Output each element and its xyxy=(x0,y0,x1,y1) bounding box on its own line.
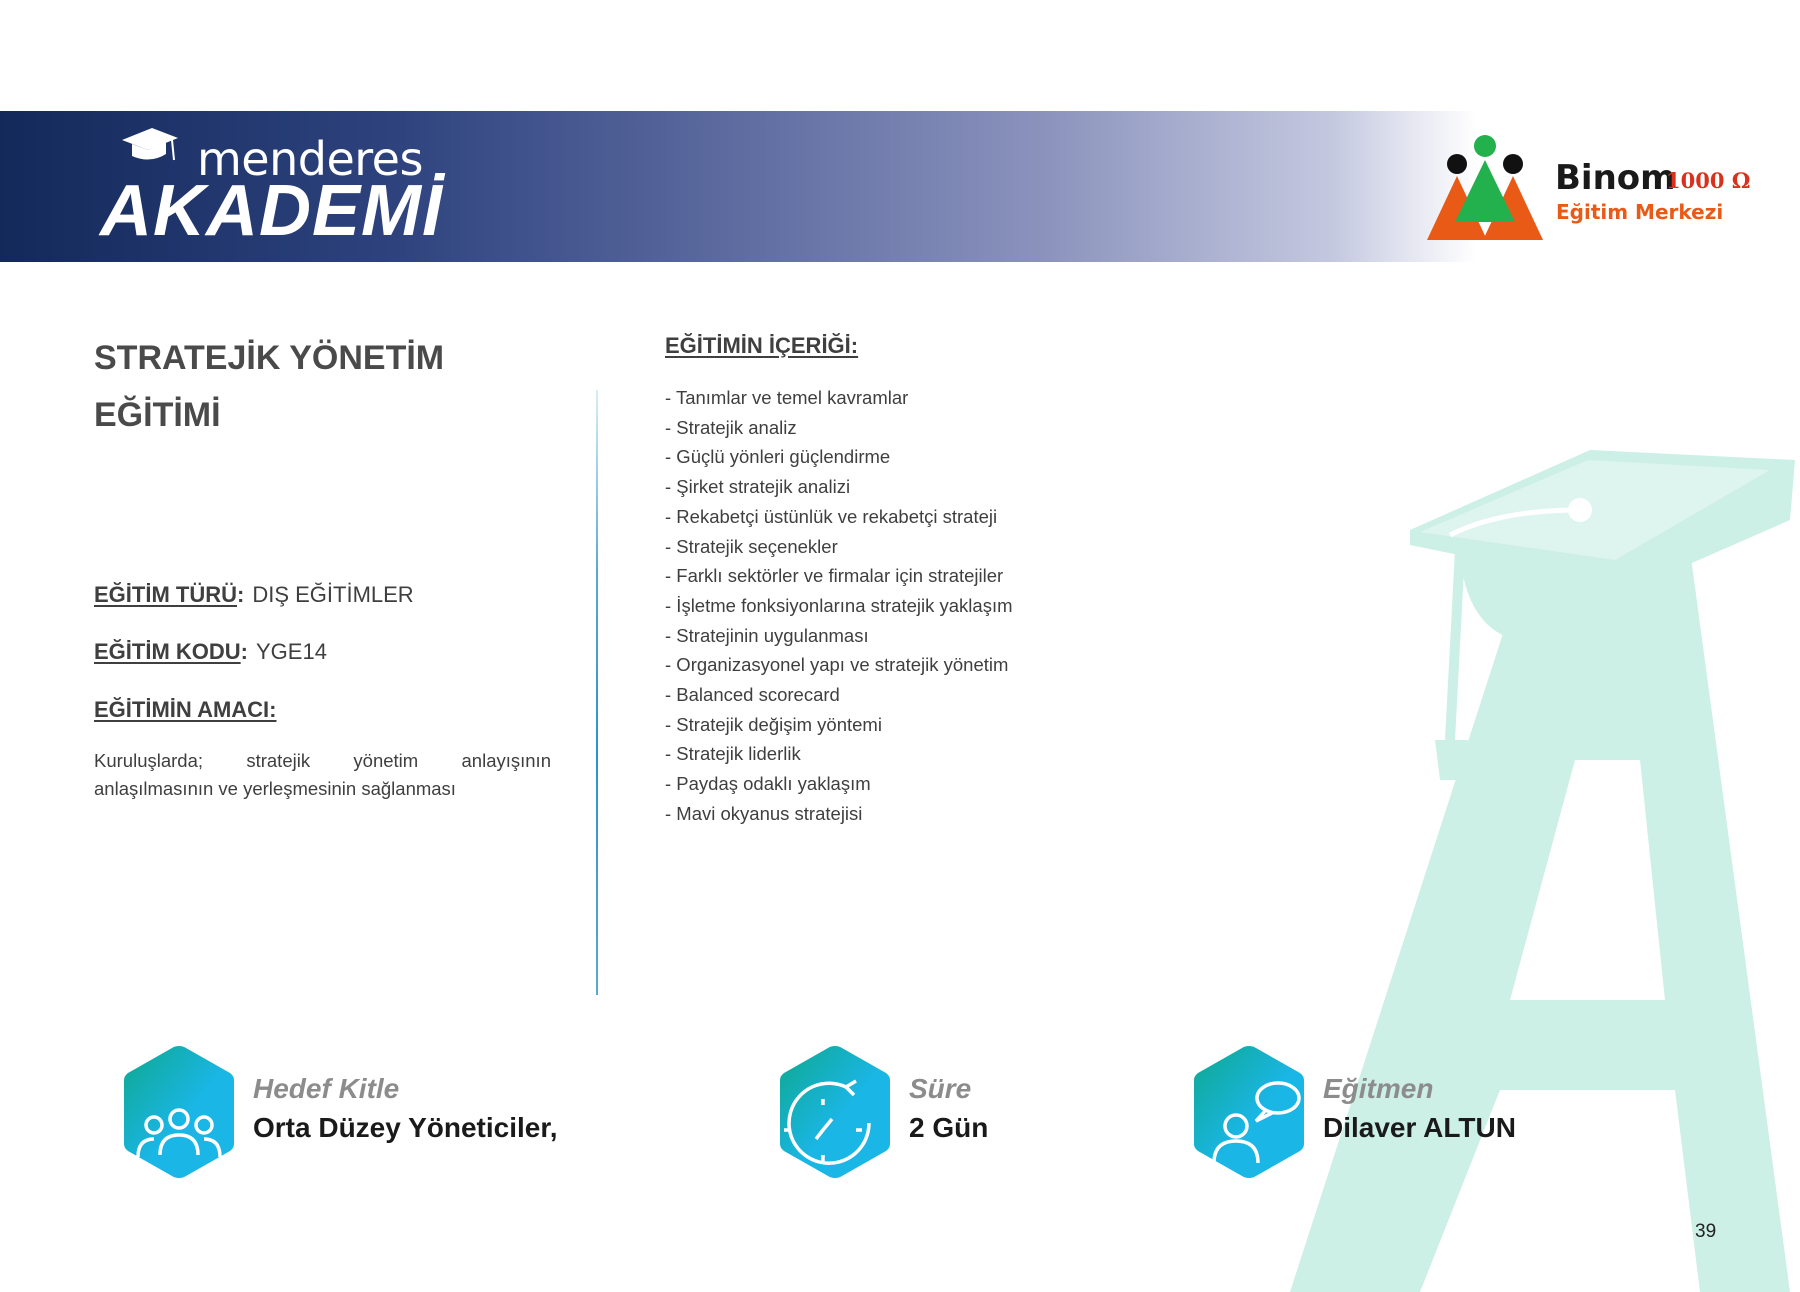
list-item: - Tanımlar ve temel kavramlar xyxy=(665,387,909,408)
list-item: - Organizasyonel yapı ve stratejik yönetim xyxy=(665,654,1009,676)
training-code-value: YGE14 xyxy=(256,639,327,664)
purpose-heading: EĞİTİMİN AMACI: xyxy=(94,697,277,722)
trainer-block xyxy=(1190,1043,1590,1183)
people-icon xyxy=(120,1043,238,1181)
title-line-1: STRATEJİK YÖNETİM xyxy=(94,339,445,377)
binom-number: 1000 Ω xyxy=(1666,168,1751,193)
list-item: - Şirket stratejik analizi xyxy=(665,476,851,498)
training-type-label: EĞİTİM TÜRÜ xyxy=(94,582,237,607)
page-title xyxy=(94,330,564,444)
training-code-label: EĞİTİM KODU xyxy=(94,639,241,664)
training-type-colon: : xyxy=(237,582,245,607)
audience-value: Orta Düzey Yöneticiler, xyxy=(253,1112,558,1143)
list-item: - Stratejik analiz xyxy=(665,416,797,438)
training-type-row xyxy=(94,582,414,608)
title-line-2: EĞİTİMİ xyxy=(94,396,221,434)
list-item: - Stratejik değişim yöntemi xyxy=(665,713,882,735)
duration-value: 2 Gün xyxy=(909,1112,989,1143)
clock-icon xyxy=(776,1043,894,1181)
list-item: - Rekabetçi üstünlük ve rekabetçi strateji xyxy=(665,505,998,527)
menderes-akademi-logo xyxy=(100,120,445,255)
list-item: - İşletme fonksiyonlarına stratejik yaklaşım xyxy=(665,594,1013,616)
content-list xyxy=(665,383,1013,829)
trainer-value: Dilaver ALTUN xyxy=(1323,1112,1516,1143)
brand-wordmark-top: menderes xyxy=(197,132,423,186)
binom-figures-icon xyxy=(1425,132,1545,242)
trainer-label: Eğitmen xyxy=(1323,1073,1434,1104)
binom-subtitle: Eğitim Merkezi xyxy=(1556,200,1724,224)
binom-logo xyxy=(1425,128,1755,243)
training-code-colon: : xyxy=(240,639,248,664)
graduation-cap-icon xyxy=(120,126,180,166)
content-heading: EĞİTİMİN İÇERİĞİ: xyxy=(665,333,859,358)
list-item: - Balanced scorecard xyxy=(665,684,840,706)
duration-block xyxy=(776,1043,1036,1183)
purpose-text: Kuruluşlarda; stratejik yönetim anlayışının anlaşılmasının ve yerleşmesinin sağlanması xyxy=(94,750,551,799)
list-item: - Stratejik liderlik xyxy=(665,743,801,765)
list-item: - Paydaş odaklı yaklaşım xyxy=(665,773,871,795)
training-code-row xyxy=(94,639,327,665)
duration-label: Süre xyxy=(909,1073,972,1104)
training-type-value: DIŞ EĞİTİMLER xyxy=(252,582,414,607)
list-item: - Stratejik seçenekler xyxy=(665,535,838,557)
list-item: - Mavi okyanus stratejisi xyxy=(665,802,863,824)
page-number: 39 xyxy=(1695,1221,1717,1242)
brand-wordmark-bottom: AKADEMİ xyxy=(100,171,443,251)
binom-name: Binom xyxy=(1555,158,1676,198)
audience-block xyxy=(120,1043,600,1183)
column-divider xyxy=(596,390,598,995)
audience-label: Hedef Kitle xyxy=(253,1073,400,1104)
list-item: - Güçlü yönleri güçlendirme xyxy=(665,446,891,468)
speech-bubble-icon xyxy=(1190,1043,1308,1181)
list-item: - Stratejinin uygulanması xyxy=(665,624,869,646)
list-item: - Farklı sektörler ve firmalar için stratejiler xyxy=(665,565,1004,587)
